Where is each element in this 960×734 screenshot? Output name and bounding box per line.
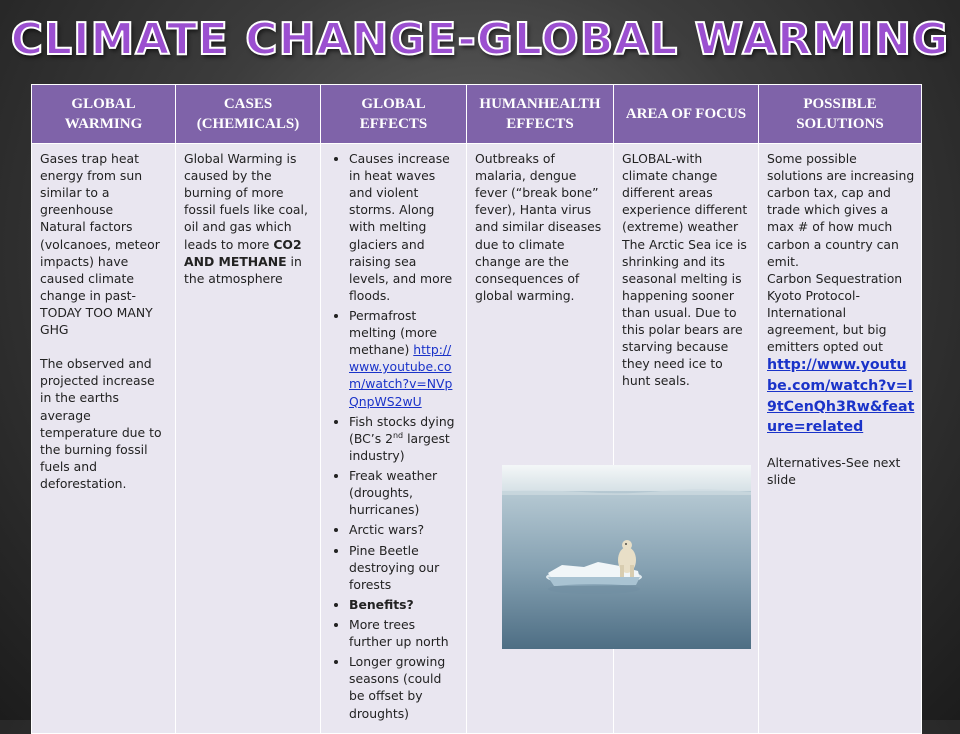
content-row — [32, 144, 922, 734]
permafrost-video-link[interactable]: http://www.youtube.com/watch?v=NVpQnpWS2wU — [349, 342, 453, 409]
slide-title: CLIMATE CHANGE-GLOBAL WARMING — [10, 14, 950, 65]
focus-text: GLOBAL-with climate change different areas experience different (extreme) weather The Arctic Sea ice is shrinking and its seasonal melting is happening sooner than usual. Due to this polar bears are starving because they need ice to hunt seals. — [622, 151, 748, 389]
solutions-text: Some possible solutions are increasing carbon tax, cap and trade which gives a max # of how much carbon a country can emit. Carbon Sequestration Kyoto Protocol- International agreement, but big emitters opted out — [767, 151, 915, 355]
header-cases: CASES (CHEMICALS) — [176, 85, 321, 144]
list-item: • Pine Beetle destroying our forests — [349, 542, 460, 593]
list-item: • Freak weather (droughts, hurricanes) — [349, 467, 460, 518]
header-possible-solutions: POSSIBLE SOLUTIONS — [759, 85, 922, 144]
polar-bear-photo — [502, 465, 751, 649]
cell-global-warming — [32, 144, 176, 734]
cases-text-before: Global Warming is caused by the burning of more fossil fuels like coal, oil and gas which leads to more — [184, 151, 308, 252]
header-human-health-effects: HUMANHEALTH EFFECTS — [467, 85, 614, 144]
list-item: • More trees further up north — [349, 616, 460, 650]
header-area-of-focus: AREA OF FOCUS — [614, 85, 759, 144]
effects-list — [329, 150, 460, 722]
list-item: • Longer growing seasons (could be offset by droughts) — [349, 653, 460, 721]
list-item: • Causes increase in heat waves and violent storms. Along with melting glaciers and raising sea levels, and more floods. — [349, 150, 460, 304]
list-item — [349, 307, 460, 410]
cell-global-effects — [321, 144, 467, 734]
cases-bold: CO2 AND METHANE — [184, 236, 302, 269]
health-text: Outbreaks of malaria, dengue fever (“break bone” fever), Hanta virus and similar diseases due to climate change are the consequences of global warming. — [475, 151, 602, 303]
global-warming-text-2: The observed and projected increase in the earths average temperature due to the burning fossil fuels and deforestation. — [40, 356, 162, 491]
list-item — [349, 596, 460, 613]
list-item: • Arctic wars? — [349, 521, 460, 538]
climate-table — [31, 84, 922, 734]
polar-bear-on-ice-image — [502, 465, 751, 649]
header-global-warming: GLOBAL WARMING — [32, 85, 176, 144]
benefits-label: Benefits? — [349, 596, 414, 612]
kyoto-video-link[interactable]: http://www.youtube.com/watch?v=I9tCenQh3Rw&feature=related — [767, 357, 915, 436]
header-row — [32, 85, 922, 144]
fish-text: Fish stocks dying (BC’s 2 — [349, 413, 455, 446]
permafrost-text: Permafrost melting (more methane) — [349, 307, 438, 358]
header-global-effects: GLOBAL EFFECTS — [321, 85, 467, 144]
cell-possible-solutions — [759, 144, 922, 734]
fish-text-post: largest industry) — [349, 430, 450, 463]
cases-text-after: in the atmosphere — [184, 253, 302, 286]
fish-sup: nd — [392, 430, 404, 440]
global-warming-text-1: Gases trap heat energy from sun similar to a greenhouse Natural factors (volcanoes, meteor impacts) have caused climate change in past- TODAY TOO MANY GHG — [40, 151, 160, 338]
list-item — [349, 413, 460, 464]
alternatives-text: Alternatives-See next slide — [767, 454, 901, 487]
cases-text — [184, 150, 314, 287]
cell-cases — [176, 144, 321, 734]
